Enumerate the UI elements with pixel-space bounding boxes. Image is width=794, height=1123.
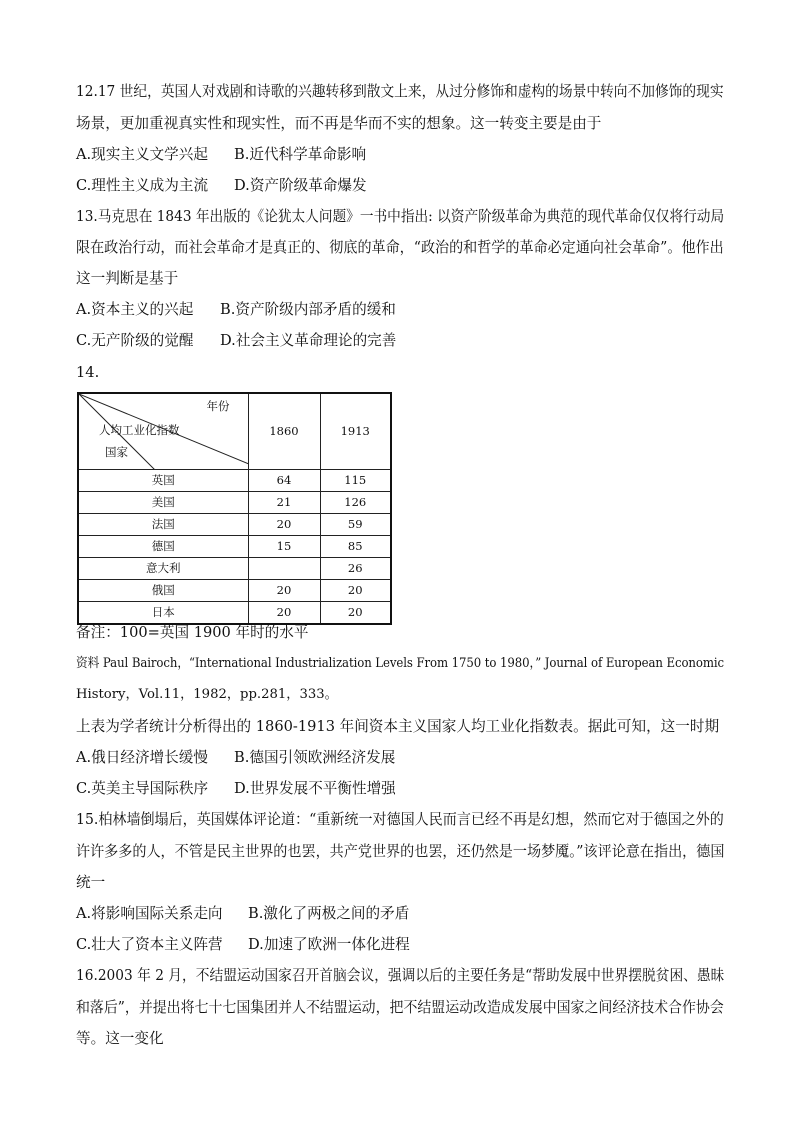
q14-number: 14. — [76, 364, 100, 381]
row-country: 日本 — [78, 601, 248, 624]
row-value-1913: 20 — [320, 601, 391, 624]
row-country: 英国 — [78, 469, 248, 491]
table-row — [78, 469, 391, 491]
q15-option-d: D.加速了欧洲一体化进程 — [248, 936, 410, 953]
row-country: 美国 — [78, 491, 248, 513]
header-country-label: 国家 — [105, 445, 128, 459]
header-col-1913: 1913 — [320, 393, 391, 469]
q13-stem-line1: 13.马克思在 1843 年出版的《论犹太人问题》一书中指出: 以资产阶级革命为典范的现代革命仅仅将行动局 — [76, 208, 725, 225]
q13-option-b: B.资产阶级内部矛盾的缓和 — [220, 301, 396, 318]
row-value-1913: 26 — [320, 557, 391, 579]
q15-option-a: A.将影响国际关系走向 — [76, 905, 223, 922]
row-value-1860: 64 — [248, 469, 320, 491]
q15-stem-line1: 15.柏林墙倒塌后，英国媒体评论道：“重新统一对德国人民而言已经不再是幻想，然而它对于德国之外的 — [76, 811, 724, 828]
row-value-1913: 115 — [320, 469, 391, 491]
row-value-1913: 126 — [320, 491, 391, 513]
q14-stem: 上表为学者统计分析得出的 1860-1913 年间资本主义国家人均工业化指数表。据此可知，这一时期 — [76, 718, 720, 735]
table-row — [78, 557, 391, 579]
q12-stem-line1: 12.17 世纪，英国人对戏剧和诗歌的兴趣转移到散文上来，从过分修饰和虚构的场景中转向不加修饰的现实 — [76, 83, 724, 100]
q16-stem-line1: 16.2003 年 2 月，不结盟运动国家召开首脑会议，强调以后的主要任务是“帮助发展中世界摆脱贫困、愚昧 — [76, 967, 725, 984]
q12-option-d: D.资产阶级革命爆发 — [234, 177, 367, 194]
q15-option-b: B.激化了两极之间的矛盾 — [248, 905, 410, 922]
q12-option-a: A.现实主义文学兴起 — [76, 146, 208, 163]
q13-stem-line3: 这一判断是基于 — [76, 270, 179, 287]
row-country: 德国 — [78, 535, 248, 557]
q15-option-c: C.壮大了资本主义阵营 — [76, 936, 223, 953]
table-row — [78, 579, 391, 601]
q14-note: 备注：100=英国 1900 年时的水平 — [76, 624, 309, 641]
q15-stem-line3: 统一 — [76, 874, 106, 891]
table-row — [78, 491, 391, 513]
row-value-1860: 20 — [248, 579, 320, 601]
row-country: 俄国 — [78, 579, 248, 601]
q13-option-d: D.社会主义革命理论的完善 — [220, 332, 397, 349]
header-index-label: 人均工业化指数 — [99, 423, 180, 437]
q14-option-d: D.世界发展不平衡性增强 — [234, 780, 396, 797]
header-year-label: 年份 — [206, 399, 230, 413]
q16-stem-line3: 等。这一变化 — [76, 1030, 164, 1047]
row-value-1860: 20 — [248, 513, 320, 535]
q14-source-line2: History，Vol.11，1982，pp.281，333。 — [76, 687, 338, 702]
row-country: 意大利 — [78, 557, 248, 579]
table-row — [78, 535, 391, 557]
q14-option-b: B.德国引领欧洲经济发展 — [234, 749, 396, 766]
q12-option-b: B.近代科学革命影响 — [234, 146, 367, 163]
table-row — [78, 513, 391, 535]
row-value-1913: 59 — [320, 513, 391, 535]
q12-stem-line2: 场景，更加重视真实性和现实性，而不再是华而不实的想象。这一转变主要是由于 — [76, 115, 602, 132]
q14-source-line1: 资料 Paul Bairoch，“International Industrialization Levels From 1750 to 1980，” Journal of European Economic — [76, 656, 725, 671]
row-value-1913: 20 — [320, 579, 391, 601]
q12-option-c: C.理性主义成为主流 — [76, 177, 209, 194]
industrialization-index-table — [77, 392, 390, 619]
table-diagonal-header — [78, 393, 248, 469]
q13-option-a: A.资本主义的兴起 — [76, 301, 194, 318]
row-value-1913: 85 — [320, 535, 391, 557]
row-country: 法国 — [78, 513, 248, 535]
row-value-1860: 15 — [248, 535, 320, 557]
row-value-1860 — [248, 557, 320, 579]
q15-stem-line2: 许许多多的人，不管是民主世界的也罢，共产党世界的也罢，还仍然是一场梦魇。”该评论意在指出，德国 — [76, 843, 725, 860]
q13-stem-line2: 限在政治行动，而社会革命才是真正的、彻底的革命，“政治的和哲学的革命必定通向社会革命”。他作出 — [76, 239, 724, 256]
q16-stem-line2: 和落后”，并提出将七十七国集团并人不结盟运动，把不结盟运动改造成发展中国家之间经济技术合作协会 — [76, 999, 724, 1016]
row-value-1860: 21 — [248, 491, 320, 513]
q14-option-c: C.英美主导国际秩序 — [76, 780, 209, 797]
q13-option-c: C.无产阶级的觉醒 — [76, 332, 194, 349]
q14-option-a: A.俄日经济增长缓慢 — [76, 749, 208, 766]
table-row — [78, 601, 391, 624]
header-col-1860: 1860 — [248, 393, 320, 469]
row-value-1860: 20 — [248, 601, 320, 624]
